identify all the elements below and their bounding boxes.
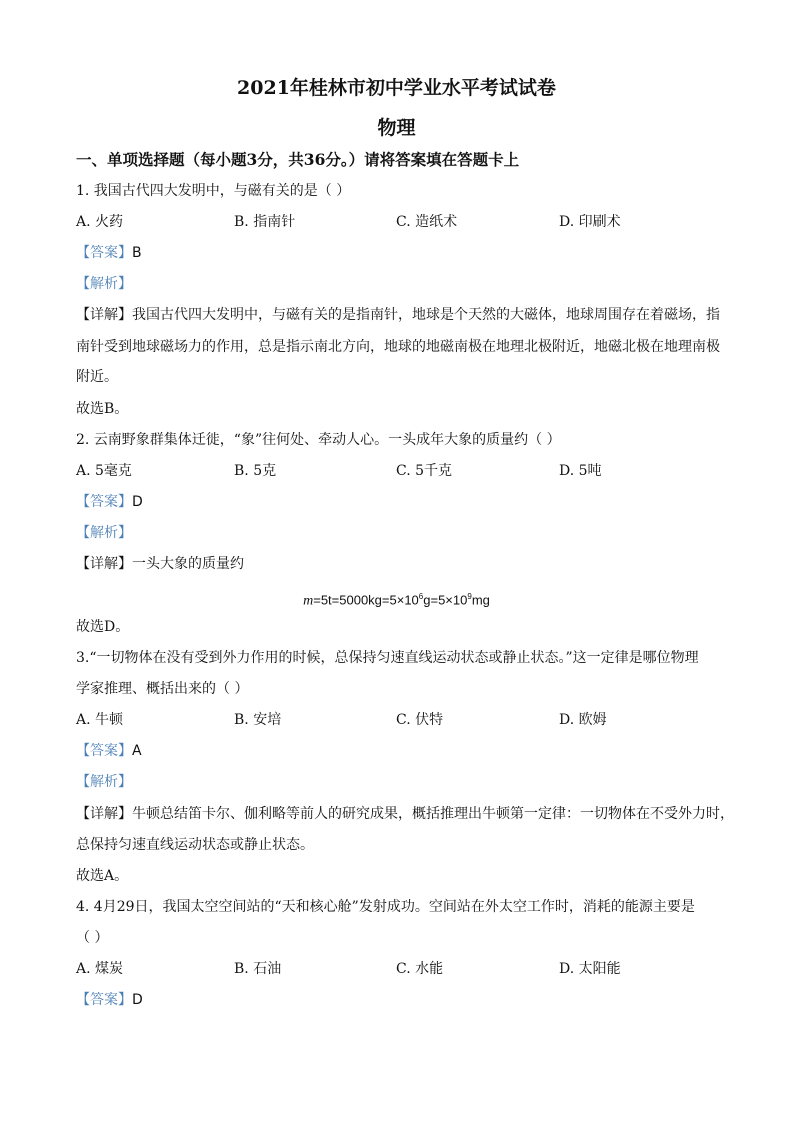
exam-title: 2021年桂林市初中学业水平考试试卷 xyxy=(237,77,556,99)
q1-option-b: B. 指南针 xyxy=(234,214,296,230)
q4-answer-row xyxy=(76,990,143,1010)
question-1-stem: 1. 我国古代四大发明中，与磁有关的是（ ） xyxy=(76,183,351,199)
question-3-stem-line-2: 学家推理、概括出来的（ ） xyxy=(76,681,249,697)
answer-label: 【答案】 xyxy=(76,494,132,510)
analysis-label: 【解析】 xyxy=(76,525,132,541)
answer-label: 【答案】 xyxy=(76,992,132,1008)
q1-option-a: A. 火药 xyxy=(76,214,124,230)
q3-analysis-label xyxy=(76,772,132,792)
q1-answer-value: B xyxy=(132,245,142,261)
question-4-stem-line-2: （ ） xyxy=(76,930,109,946)
q2-option-b: B. 5克 xyxy=(234,463,277,479)
analysis-label: 【解析】 xyxy=(76,774,132,790)
formula-part-3: mg xyxy=(471,592,490,608)
q3-answer-row xyxy=(76,741,142,761)
q2-conclusion: 故选D。 xyxy=(76,619,130,635)
q3-conclusion: 故选A。 xyxy=(76,868,129,884)
formula-part-2: g=5×10 xyxy=(423,592,468,608)
q1-option-c: C. 造纸术 xyxy=(396,214,458,230)
q1-detail-line-3: 附近。 xyxy=(76,369,118,385)
q2-option-d: D. 5吨 xyxy=(559,463,602,479)
q2-detail-line xyxy=(76,554,244,574)
q3-option-b: B. 安培 xyxy=(234,712,282,728)
formula-exponent-2: 9 xyxy=(467,592,472,601)
formula-exponent-1: 6 xyxy=(418,592,424,601)
q2-answer-row xyxy=(76,492,143,512)
answer-label: 【答案】 xyxy=(76,743,132,759)
question-3-stem-line-1: 3.“一切物体在没有受到外力作用的时候，总保持匀速直线运动状态或静止状态。”这一定律是哪位物理 xyxy=(76,650,699,666)
q2-answer-value: D xyxy=(132,494,143,510)
subject-title: 物理 xyxy=(377,117,416,139)
q3-detail-text-1: 牛顿总结笛卡尔、伽利略等前人的研究成果，概括推理出牛顿第一定律：一切物体在不受外力时， xyxy=(132,806,734,822)
detail-label: 【详解】 xyxy=(76,307,132,323)
section-heading: 一、单项选择题（每小题3分，共36分。）请将答案填在答题卡上 xyxy=(76,150,520,169)
formula-part-1: =5t=5000kg=5×10 xyxy=(313,592,419,608)
q4-option-b: B. 石油 xyxy=(234,961,282,977)
analysis-label: 【解析】 xyxy=(76,276,132,292)
detail-label: 【详解】 xyxy=(76,806,132,822)
q1-answer-row xyxy=(76,243,142,263)
q1-detail-text-1: 我国古代四大发明中，与磁有关的是指南针，地球是个天然的大磁体，地球周围存在着磁场，指 xyxy=(132,307,720,323)
q3-detail-line-2: 总保持匀速直线运动状态或静止状态。 xyxy=(76,837,314,853)
question-2-stem: 2. 云南野象群集体迁徙，“象”往何处、牵动人心。一头成年大象的质量约（ ） xyxy=(76,432,561,448)
q1-option-d: D. 印刷术 xyxy=(559,214,621,230)
q1-detail-line-2: 南针受到地球磁场力的作用，总是指示南北方向，地球的地磁南极在地理北极附近，地磁北极在地理南极 xyxy=(76,339,720,355)
q4-option-a: A. 煤炭 xyxy=(76,961,124,977)
q4-option-d: D. 太阳能 xyxy=(559,961,621,977)
q2-detail-text: 一头大象的质量约 xyxy=(132,556,244,572)
q4-option-c: C. 水能 xyxy=(396,961,444,977)
q2-formula xyxy=(0,587,793,611)
q3-answer-value: A xyxy=(132,743,142,759)
q4-answer-value: D xyxy=(132,992,143,1008)
q3-option-d: D. 欧姆 xyxy=(559,712,607,728)
q3-option-a: A. 牛顿 xyxy=(76,712,124,728)
q2-option-a: A. 5毫克 xyxy=(76,463,132,479)
q3-detail-line-1 xyxy=(76,804,734,824)
formula-variable: m xyxy=(303,593,314,609)
detail-label: 【详解】 xyxy=(76,556,132,572)
q1-analysis-label xyxy=(76,274,132,294)
q2-analysis-label xyxy=(76,523,132,543)
answer-label: 【答案】 xyxy=(76,245,132,261)
q1-conclusion: 故选B。 xyxy=(76,401,129,417)
q2-option-c: C. 5千克 xyxy=(396,463,453,479)
question-4-stem-line-1: 4. 4月29日，我国太空空间站的“天和核心舱”发射成功。空间站在外太空工作时，消耗的能源主要是 xyxy=(76,899,695,915)
q1-detail-line-1 xyxy=(76,305,720,325)
q3-option-c: C. 伏特 xyxy=(396,712,444,728)
